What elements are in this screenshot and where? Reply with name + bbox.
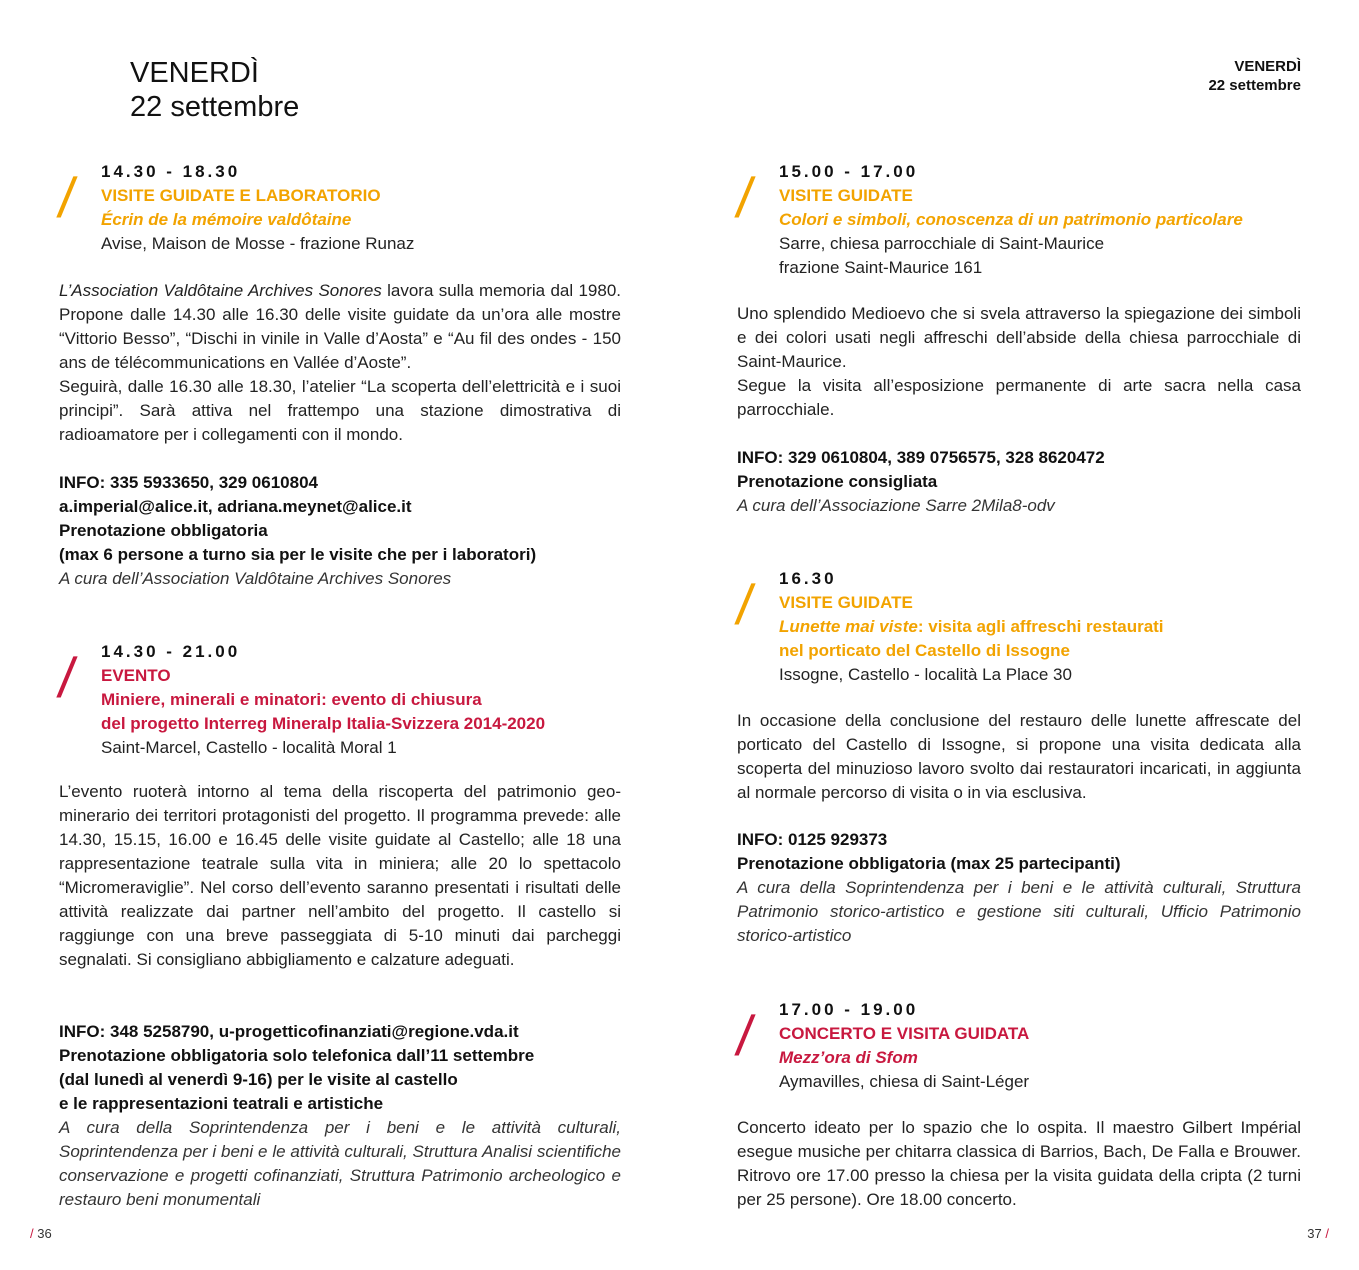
event-credit <box>737 876 1301 948</box>
event-subtitle: Miniere, minerali e minatori: evento di chiusura <box>101 690 482 709</box>
event-info <box>59 1020 621 1116</box>
event-header <box>779 998 1029 1094</box>
page-number: 37 <box>1307 1226 1322 1241</box>
day-label: VENERDÌ <box>130 57 259 89</box>
event-type: VISITE GUIDATE E LABORATORIO <box>101 186 381 205</box>
event-info <box>737 828 1301 876</box>
event-header <box>101 160 414 256</box>
event-card <box>54 640 621 760</box>
description-text: Concerto ideato per lo spazio che lo ospita. Il maestro Gilbert Impérial esegue musiche per chitarra classica di Barrios, Bach, De Falla e Brouwer. Ritrovo ore 17.00 presso la chiesa per la visita guidata della cripta (2 turni per 25 persone). Ore 18.00 concerto. <box>737 1118 1301 1209</box>
booking-note: Prenotazione obbligatoria solo telefonica dall’11 settembre <box>59 1046 535 1065</box>
page-title-left <box>130 56 299 124</box>
event-type: EVENTO <box>101 666 171 685</box>
day-label: VENERDÌ <box>1234 58 1301 75</box>
credit-text: A cura della Soprintendenza per i beni e le attività culturali, Soprintendenza per i beni e le attività culturali, Struttura Analisi scientifiche conservazione e progetti cofinanziati, Struttura Patrimonio archeologico e restauro beni monumentali <box>59 1118 621 1209</box>
event-location: Sarre, chiesa parrocchiale di Saint-Maurice <box>779 234 1105 253</box>
slash-accent-icon: / <box>54 166 80 229</box>
slash-separator: / <box>30 1226 34 1241</box>
event-subtitle: Écrin de la mémoire valdôtaine <box>101 210 352 229</box>
page-number-left <box>30 1226 52 1241</box>
association-name: L’Association Valdôtaine Archives Sonores <box>59 281 382 300</box>
event-card <box>732 998 1301 1098</box>
subtitle-rest: : visita agli affreschi restaurati <box>917 617 1164 636</box>
event-header <box>779 160 1243 280</box>
event-description <box>59 279 621 447</box>
subtitle-italic: Lunette mai viste <box>779 617 918 636</box>
booking-note: Prenotazione obbligatoria <box>59 521 268 540</box>
description-text: Seguirà, dalle 16.30 alle 18.30, l’atelier “La scoperta dell’elettricità e i suoi principi”. Sarà attiva nel frattempo una stazione dimostrativa di radioamatore per i collegamenti con il mondo. <box>59 377 621 444</box>
info-contacts: INFO: 335 5933650, 329 0610804 <box>59 473 318 492</box>
event-subtitle: nel porticato del Castello di Issogne <box>779 641 1070 660</box>
event-time: 14.30 - 18.30 <box>101 162 241 181</box>
description-text: In occasione della conclusione del restauro delle lunette affrescate del porticato del Castello di Issogne, si propone una visita dedicata alla scoperta del minuzioso lavoro svolto dai restauratori incaricati, in aggiunta al normale percorso di visita o in via esclusiva. <box>737 711 1301 802</box>
date-label: 22 settembre <box>1208 77 1301 94</box>
event-location: Issogne, Castello - località La Place 30 <box>779 665 1072 684</box>
slash-accent-icon: / <box>732 166 758 229</box>
event-type: VISITE GUIDATE <box>779 593 913 612</box>
event-time: 17.00 - 19.00 <box>779 1000 919 1019</box>
event-type: CONCERTO E VISITA GUIDATA <box>779 1024 1030 1043</box>
event-subtitle <box>779 615 1164 639</box>
event-credit: A cura dell’Associazione Sarre 2Mila8-odv <box>737 496 1055 515</box>
slash-accent-icon: / <box>54 646 80 709</box>
booking-detail: (dal lunedì al venerdì 9-16) per le visite al castello <box>59 1070 458 1089</box>
event-card <box>732 567 1301 687</box>
event-card <box>732 160 1301 280</box>
event-time: 16.30 <box>779 569 837 588</box>
booking-detail: (max 6 persone a turno sia per le visite che per i laboratori) <box>59 545 537 564</box>
event-info <box>737 446 1301 518</box>
event-location: Saint-Marcel, Castello - località Moral 1 <box>101 738 397 757</box>
event-description <box>737 302 1301 422</box>
event-type: VISITE GUIDATE <box>779 186 913 205</box>
info-emails: a.imperial@alice.it, adriana.meynet@alice.it <box>59 497 412 516</box>
event-description <box>59 780 621 972</box>
event-location: Avise, Maison de Mosse - frazione Runaz <box>101 234 415 253</box>
info-contacts: INFO: 348 5258790, u-progetticofinanziati@regione.vda.it <box>59 1022 519 1041</box>
event-description <box>737 1116 1301 1212</box>
event-time: 15.00 - 17.00 <box>779 162 919 181</box>
event-header <box>779 567 1164 687</box>
event-subtitle: del progetto Interreg Mineralp Italia-Svizzera 2014-2020 <box>101 714 546 733</box>
slash-separator: / <box>1325 1226 1329 1241</box>
booking-note: Prenotazione obbligatoria (max 25 partecipanti) <box>737 854 1121 873</box>
event-credit: A cura dell’Association Valdôtaine Archives Sonores <box>59 569 452 588</box>
description-text: lavora sulla memoria dal 1980. Propone dalle 14.30 alle 16.30 delle visite guidate da un’ora alle mostre “Vittorio Besso”, “Dischi in vinile in Valle d’Aosta” e “Au fil des ondes - 150 ans de télécommunications en Vallée d’Aoste”. <box>59 281 622 372</box>
event-location: frazione Saint-Maurice 161 <box>779 258 983 277</box>
event-info <box>59 471 621 591</box>
slash-accent-icon: / <box>732 1004 758 1067</box>
event-description <box>737 709 1301 805</box>
slash-accent-icon: / <box>732 573 758 636</box>
description-text: L’evento ruoterà intorno al tema della riscoperta del patrimonio geo- minerario dei territori protagonisti del progetto. Il programma prevede: alle 14.30, 15.15, 16.00 e 16.45 delle visite guidate al Castello; alle 18 una rappresentazione teatrale sulla vita in miniera; alle 20 lo spettacolo “Micromeraviglie”. Nel corso dell’evento saranno presentati i risultati delle attività realizzate dai partner nell’ambito del progetto. Il castello si raggiunge con una breve passeggiata di 5-10 minuti dai parcheggi segnalati. Si consigliano abbigliamento e calzature adeguati. <box>59 782 621 969</box>
event-subtitle: Mezz’ora di Sfom <box>779 1048 918 1067</box>
booking-detail: e le rappresentazioni teatrali e artistiche <box>59 1094 384 1113</box>
event-time: 14.30 - 21.00 <box>101 642 241 661</box>
event-credit <box>59 1116 621 1212</box>
description-text: Uno splendido Medioevo che si svela attraverso la spiegazione dei simboli e dei colori usati negli affreschi dell’abside della chiesa parrocchiale di Saint-Maurice. <box>737 304 1301 371</box>
booking-note: Prenotazione consigliata <box>737 472 938 491</box>
info-contacts: INFO: 329 0610804, 389 0756575, 328 8620472 <box>737 448 1105 467</box>
date-label: 22 settembre <box>130 91 300 123</box>
page-number-right <box>1307 1226 1329 1241</box>
event-location: Aymavilles, chiesa di Saint-Léger <box>779 1072 1030 1091</box>
event-card <box>54 160 621 260</box>
page-title-right <box>1208 57 1301 95</box>
page-number: 36 <box>37 1226 52 1241</box>
credit-text: A cura della Soprintendenza per i beni e le attività culturali, Struttura Patrimonio storico-artistico e gestione siti culturali, Ufficio Patrimonio storico-artistico <box>737 878 1301 945</box>
description-text: Segue la visita all’esposizione permanente di arte sacra nella casa parrocchiale. <box>737 376 1301 419</box>
event-header <box>101 640 545 760</box>
info-contacts: INFO: 0125 929373 <box>737 830 888 849</box>
event-subtitle: Colori e simboli, conoscenza di un patrimonio particolare <box>779 210 1243 229</box>
